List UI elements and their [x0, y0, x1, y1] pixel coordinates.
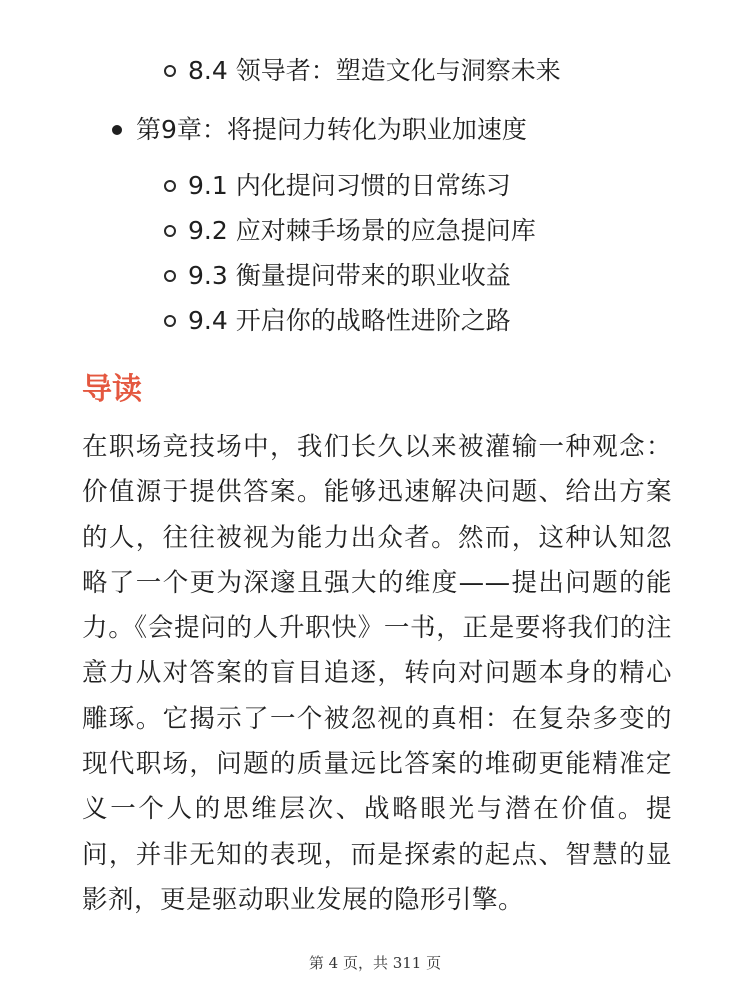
hollow-bullet-icon — [164, 315, 176, 327]
section-title: 导读 — [82, 372, 142, 407]
hollow-bullet-icon — [164, 270, 176, 282]
solid-bullet-icon — [112, 125, 122, 135]
toc-item-label: 8.4 领导者：塑造文化与洞察未来 — [188, 56, 561, 85]
toc-item-label: 9.1 内化提问习惯的日常练习 — [188, 171, 511, 200]
toc-item-8-4 — [164, 48, 561, 93]
hollow-bullet-icon — [164, 180, 176, 192]
toc-ch9-sublist — [164, 163, 536, 343]
toc-item-9-1 — [164, 163, 536, 208]
toc-item-9-4 — [164, 298, 536, 343]
section-body-paragraph: 在职场竞技场中，我们长久以来被灌输一种观念：价值源于提供答案。能够迅速解决问题、给出方案的人，往往被视为能力出众者。然而，这种认知忽略了一个更为深邃且强大的维度——提出问题的能力。《会提问的人升职快》一书，正是要将我们的注意力从对答案的盲目追逐，转向对问题本身的精心雕琢。它揭示了一个被忽视的真相：在复杂多变的现代职场，问题的质量远比答案的堆砌更能精准定义一个人的思维层次、战略眼光与潜在价值。提问，并非无知的表现，而是探索的起点、智慧的显影剂，更是驱动职业发展的隐形引擎。 — [82, 432, 672, 915]
page-number-footer: 第 4 页，共 311 页 — [308, 954, 442, 972]
toc-item-label: 9.3 衡量提问带来的职业收益 — [188, 261, 511, 290]
toc-chapter-label: 第9章：将提问力转化为职业加速度 — [136, 115, 527, 144]
toc-item-9-3 — [164, 253, 536, 298]
toc-item-9-2 — [164, 208, 536, 253]
toc-item-label: 9.4 开启你的战略性进阶之路 — [188, 306, 511, 335]
toc-item-label: 9.2 应对棘手场景的应急提问库 — [188, 216, 536, 245]
hollow-bullet-icon — [164, 225, 176, 237]
hollow-bullet-icon — [164, 65, 176, 77]
toc-ch8-sublist — [164, 48, 561, 93]
toc-chapter-9 — [112, 106, 527, 154]
